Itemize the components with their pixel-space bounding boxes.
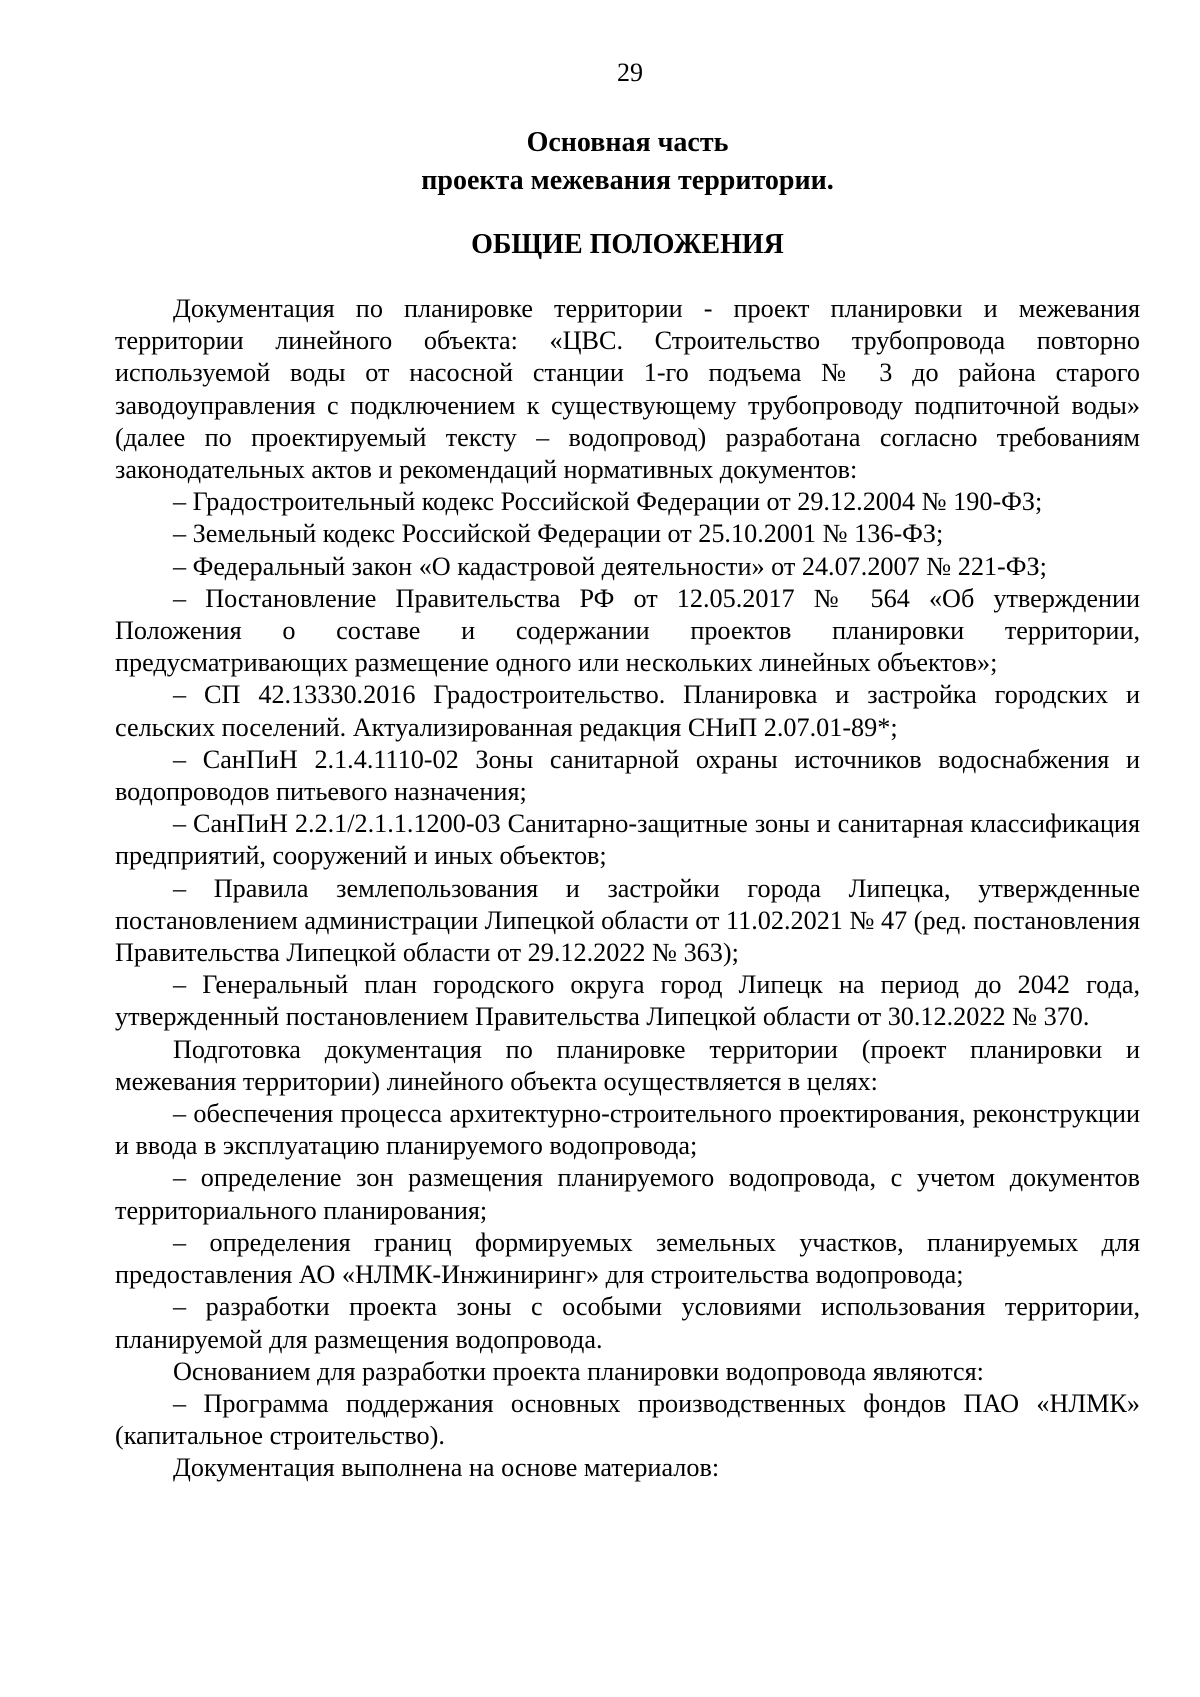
page-number: 29 xyxy=(617,58,643,87)
paragraph-purposes: Подготовка документация по планировке территории (проект планировки и межевания территории) линейного объекта осуществляется в целях: xyxy=(115,1034,1140,1096)
document-title xyxy=(115,124,1140,200)
list-item-purpose-design: – обеспечения процесса архитектурно-строительного проектирования, реконструкции и ввода в эксплуатацию планируемого водопровода; xyxy=(115,1099,1140,1161)
document-body xyxy=(115,293,1140,1485)
list-item-purpose-boundaries: – определения границ формируемых земельных участков, планируемых для предоставления АО «НЛМК-Инжиниринг» для строительства водопровода; xyxy=(115,1227,1140,1290)
title-line-1: Основная часть xyxy=(526,127,729,158)
list-item-program: – Программа поддержания основных производственных фондов ПАО «НЛМК» (капитальное строительство). xyxy=(115,1388,1140,1451)
section-heading: ОБЩИЕ ПОЛОЖЕНИЯ xyxy=(471,229,784,260)
list-item-urban-code: – Градостроительный кодекс Российской Федерации от 29.12.2004 № 190-ФЗ; xyxy=(173,487,1043,517)
list-item-land-use-rules: – Правила землепользования и застройки города Липецка, утвержденные постановлением администрации Липецкой области от 11.02.2021 № 47 (ред. постановления Правительства Липецкой области от 29.12.2022 № 363); xyxy=(115,873,1140,968)
list-item-purpose-zones: – определение зон размещения планируемого водопровода, с учетом документов территориального планирования; xyxy=(115,1163,1140,1225)
list-item-general-plan: – Генеральный план городского округа город Липецк на период до 2042 года, утвержденный постановлением Правительства Липецкой области от 30.12.2022 № 370. xyxy=(115,970,1140,1032)
title-line-2: проекта межевания территории. xyxy=(421,165,834,196)
paragraph-basis: Основанием для разработки проекта планировки водопровода являются: xyxy=(173,1356,984,1386)
list-item-government-decree: – Постановление Правительства РФ от 12.05.2017 № 564 «Об утверждении Положения о составе и содержании проектов планировки территории, предусматривающих размещение одного или нескольких линейных объектов»; xyxy=(115,583,1140,678)
list-item-land-code: – Земельный кодекс Российской Федерации от 25.10.2001 № 136-ФЗ; xyxy=(173,519,944,549)
list-item-sanpin-zones: – СанПиН 2.2.1/2.1.1.1200-03 Санитарно-защитные зоны и санитарная классификация предприятий, сооружений и иных объектов; xyxy=(115,809,1140,871)
paragraph-intro: Документация по планировке территории - проект планировки и межевания территории линейного объекта: «ЦВС. Строительство трубопровода повторно используемой воды от насосной станции 1-го подъема № 3 до района старого заводоуправления с подключением к существующему трубопроводу подпиточной воды» (далее по проектируемый тексту – водопровод) разработана согласно требованиям законодательных актов и рекомендаций нормативных документов: xyxy=(115,294,1140,485)
list-item-purpose-special-zone: – разработки проекта зоны с особыми условиями использования территории, планируемой для размещения водопровода. xyxy=(115,1292,1140,1354)
paragraph-materials: Документация выполнена на основе материалов: xyxy=(173,1453,720,1483)
list-item-cadastral-law: – Федеральный закон «О кадастровой деятельности» от 24.07.2007 № 221-ФЗ; xyxy=(173,551,1047,581)
list-item-sanpin-water: – СанПиН 2.1.4.1110-02 Зоны санитарной охраны источников водоснабжения и водопроводов питьевого назначения; xyxy=(115,744,1140,807)
list-item-sp-42: – СП 42.13330.2016 Градостроительство. Планировка и застройка городских и сельских поселений. Актуализированная редакция СНиП 2.07.01-89*; xyxy=(115,680,1140,742)
